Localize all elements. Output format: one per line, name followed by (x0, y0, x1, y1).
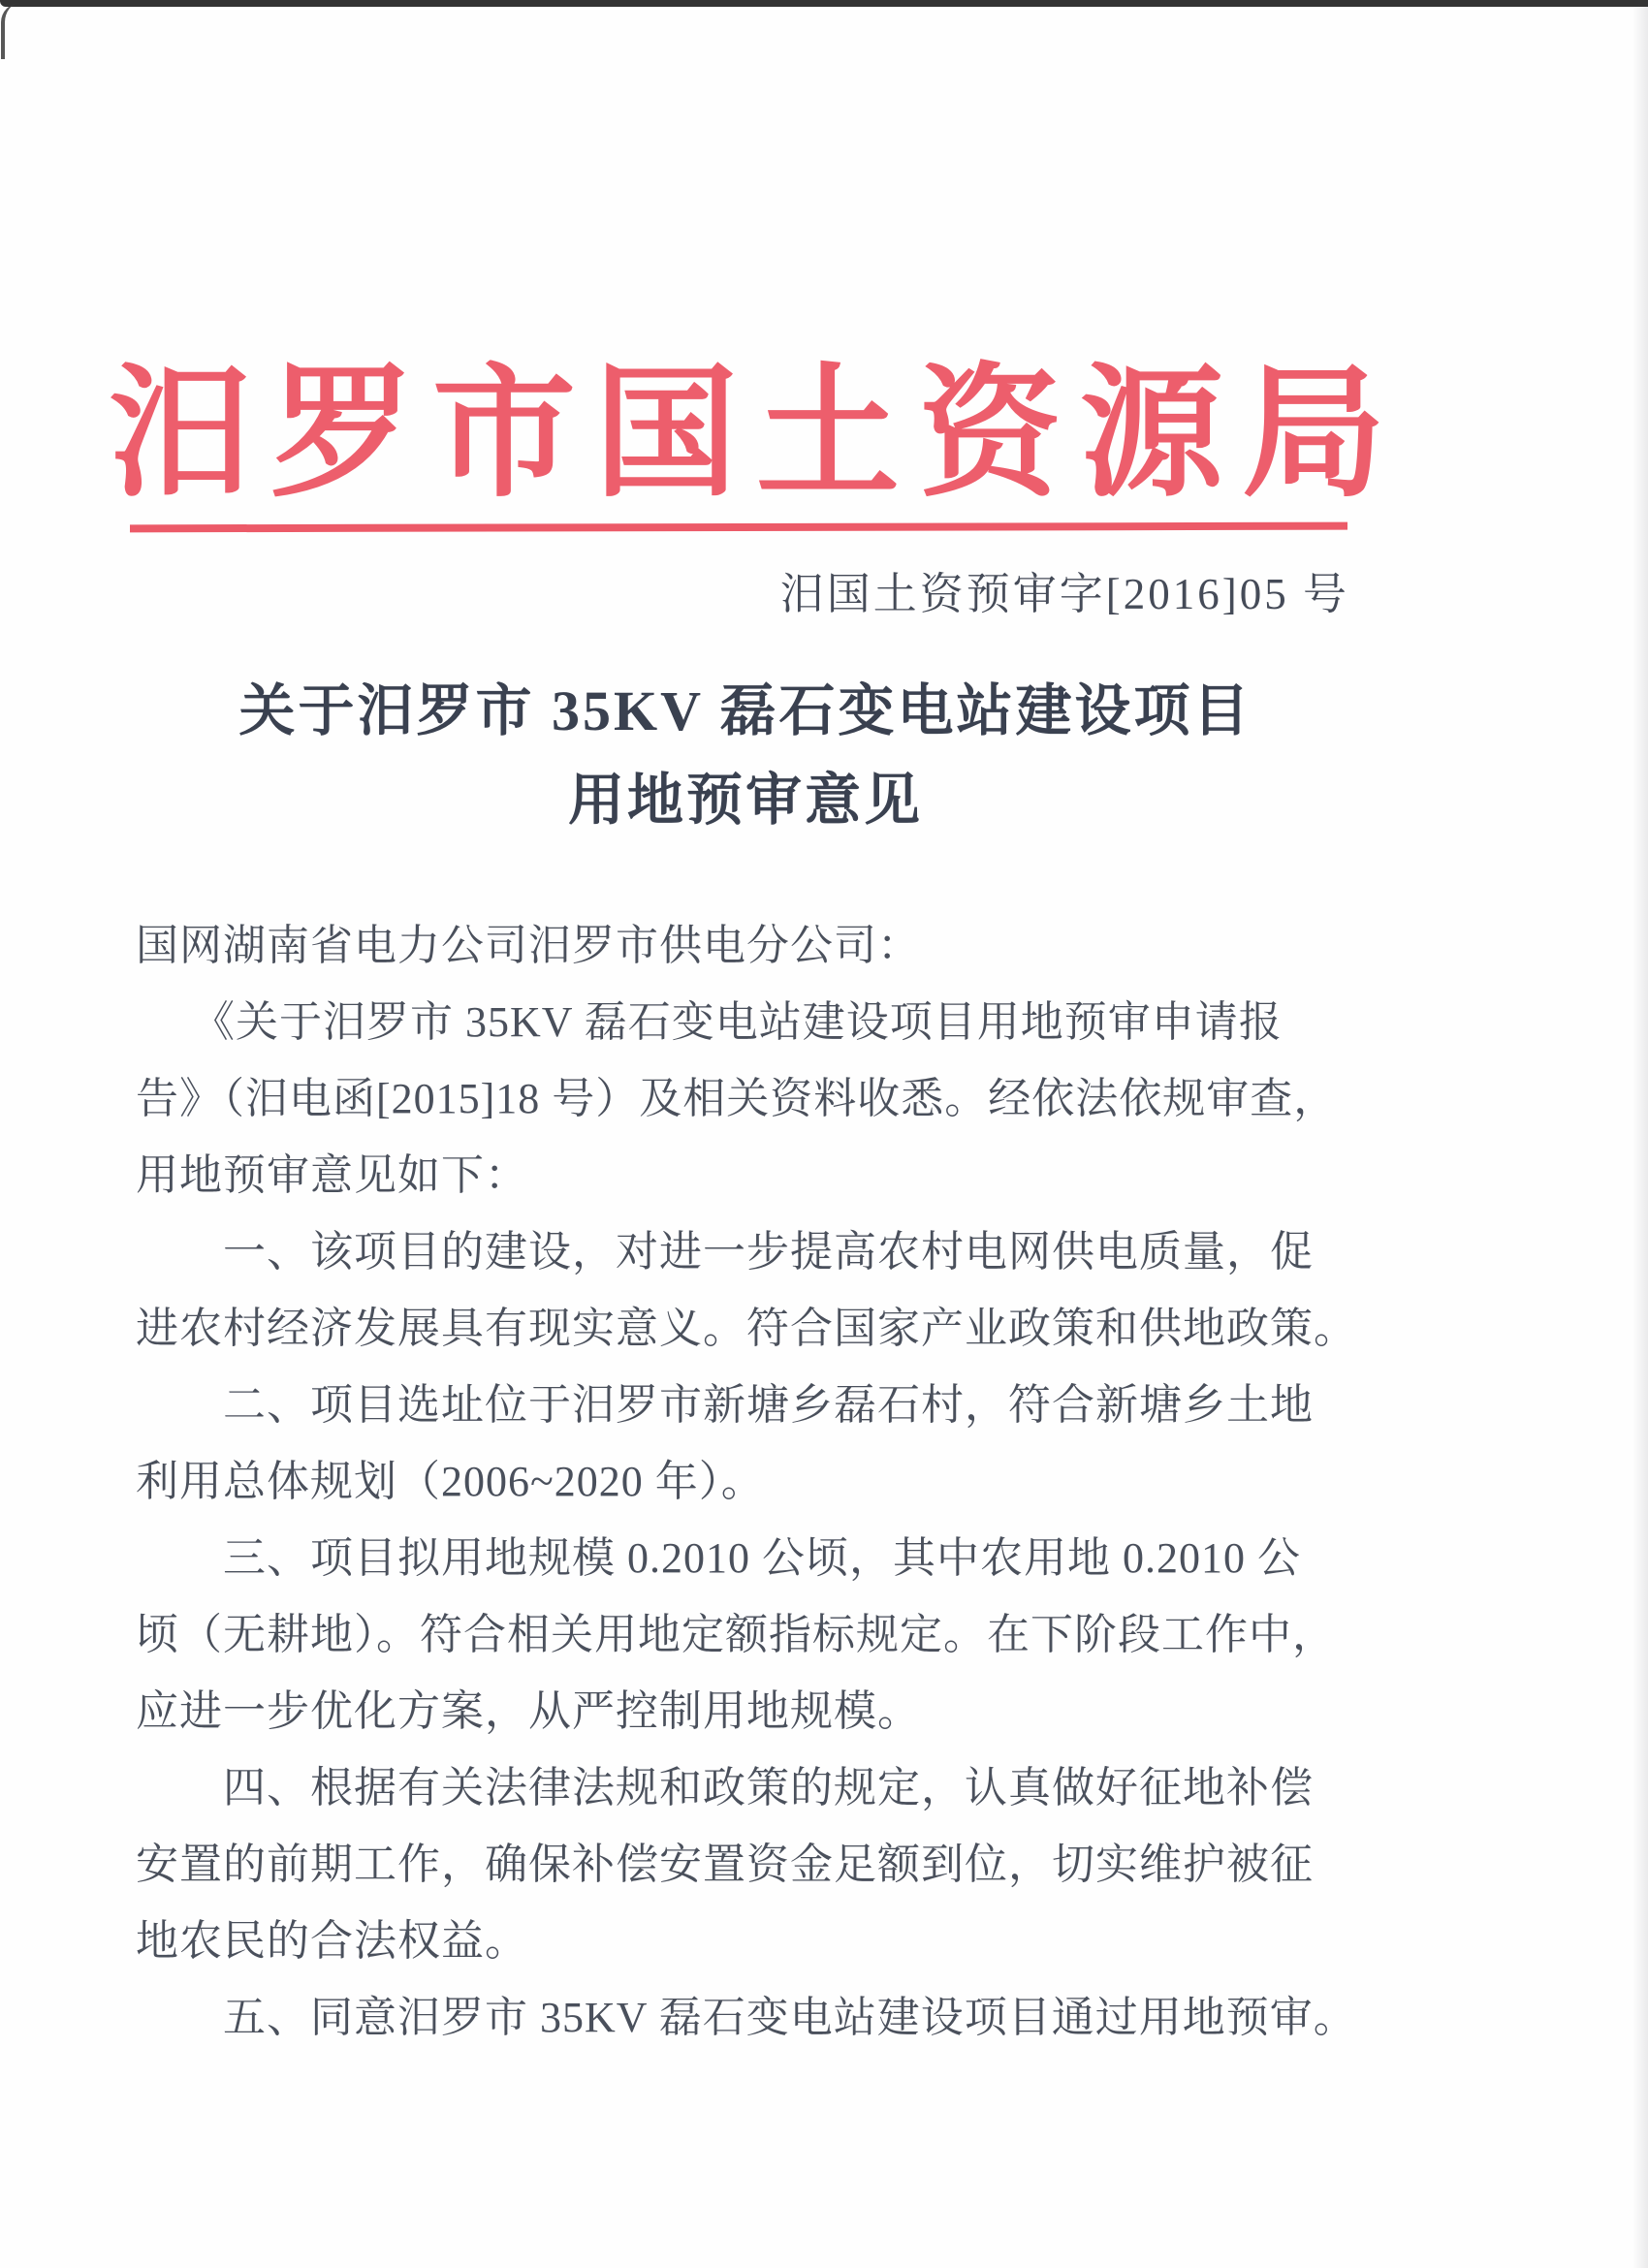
scan-edge-right-artifact (1632, 0, 1648, 2268)
body-line: 进农村经济发展具有现实意义。符合国家产业政策和供地政策。 (136, 1305, 1357, 1352)
document-body (136, 907, 1359, 2056)
body-line: 顷（无耕地）。符合相关用地定额指标规定。在下阶段工作中， (136, 1611, 1336, 1658)
body-line: 一、该项目的建设，对进一步提高农村电网供电质量，促 (223, 1228, 1314, 1276)
body-line: 五、同意汨罗市 35KV 磊石变电站建设项目通过用地预审。 (223, 1994, 1357, 2041)
body-line: 告》（汨电函[2015]18 号）及相关资料收悉。经依法依规审查， (136, 1075, 1338, 1122)
body-line: 应进一步优化方案，从严控制用地规模。 (136, 1687, 921, 1735)
salutation-line: 国网湖南省电力公司汨罗市供电分公司： (136, 922, 921, 969)
letterhead-divider-rule (130, 522, 1347, 533)
body-line: 三、项目拟用地规模 0.2010 公顷，其中农用地 0.2010 公 (223, 1534, 1301, 1582)
body-line: 《关于汨罗市 35KV 磊石变电站建设项目用地预审申请报 (192, 998, 1283, 1046)
body-line: 地农民的合法权益。 (136, 1917, 528, 1965)
agency-letterhead: 汨罗市国土资源局 (109, 356, 1404, 515)
body-line: 利用总体规划（2006~2020 年）。 (136, 1458, 765, 1505)
document-title (136, 667, 1355, 845)
body-line: 安置的前期工作，确保补偿安置资金足额到位，切实维护被征 (136, 1841, 1314, 1888)
scan-corner-artifact (1, 3, 42, 59)
document-content (109, 0, 1404, 2268)
document-title-line2: 用地预审意见 (567, 769, 923, 832)
body-line: 二、项目选址位于汨罗市新塘乡磊石村，符合新塘乡土地 (223, 1381, 1314, 1429)
body-line: 四、根据有关法律法规和政策的规定，认真做好征地补偿 (223, 1764, 1314, 1811)
document-title-line1: 关于汨罗市 35KV 磊石变电站建设项目 (238, 679, 1252, 742)
document-reference-number: 汨国土资预审字[2016]05 号 (779, 570, 1349, 618)
body-line: 用地预审意见如下： (136, 1151, 528, 1199)
